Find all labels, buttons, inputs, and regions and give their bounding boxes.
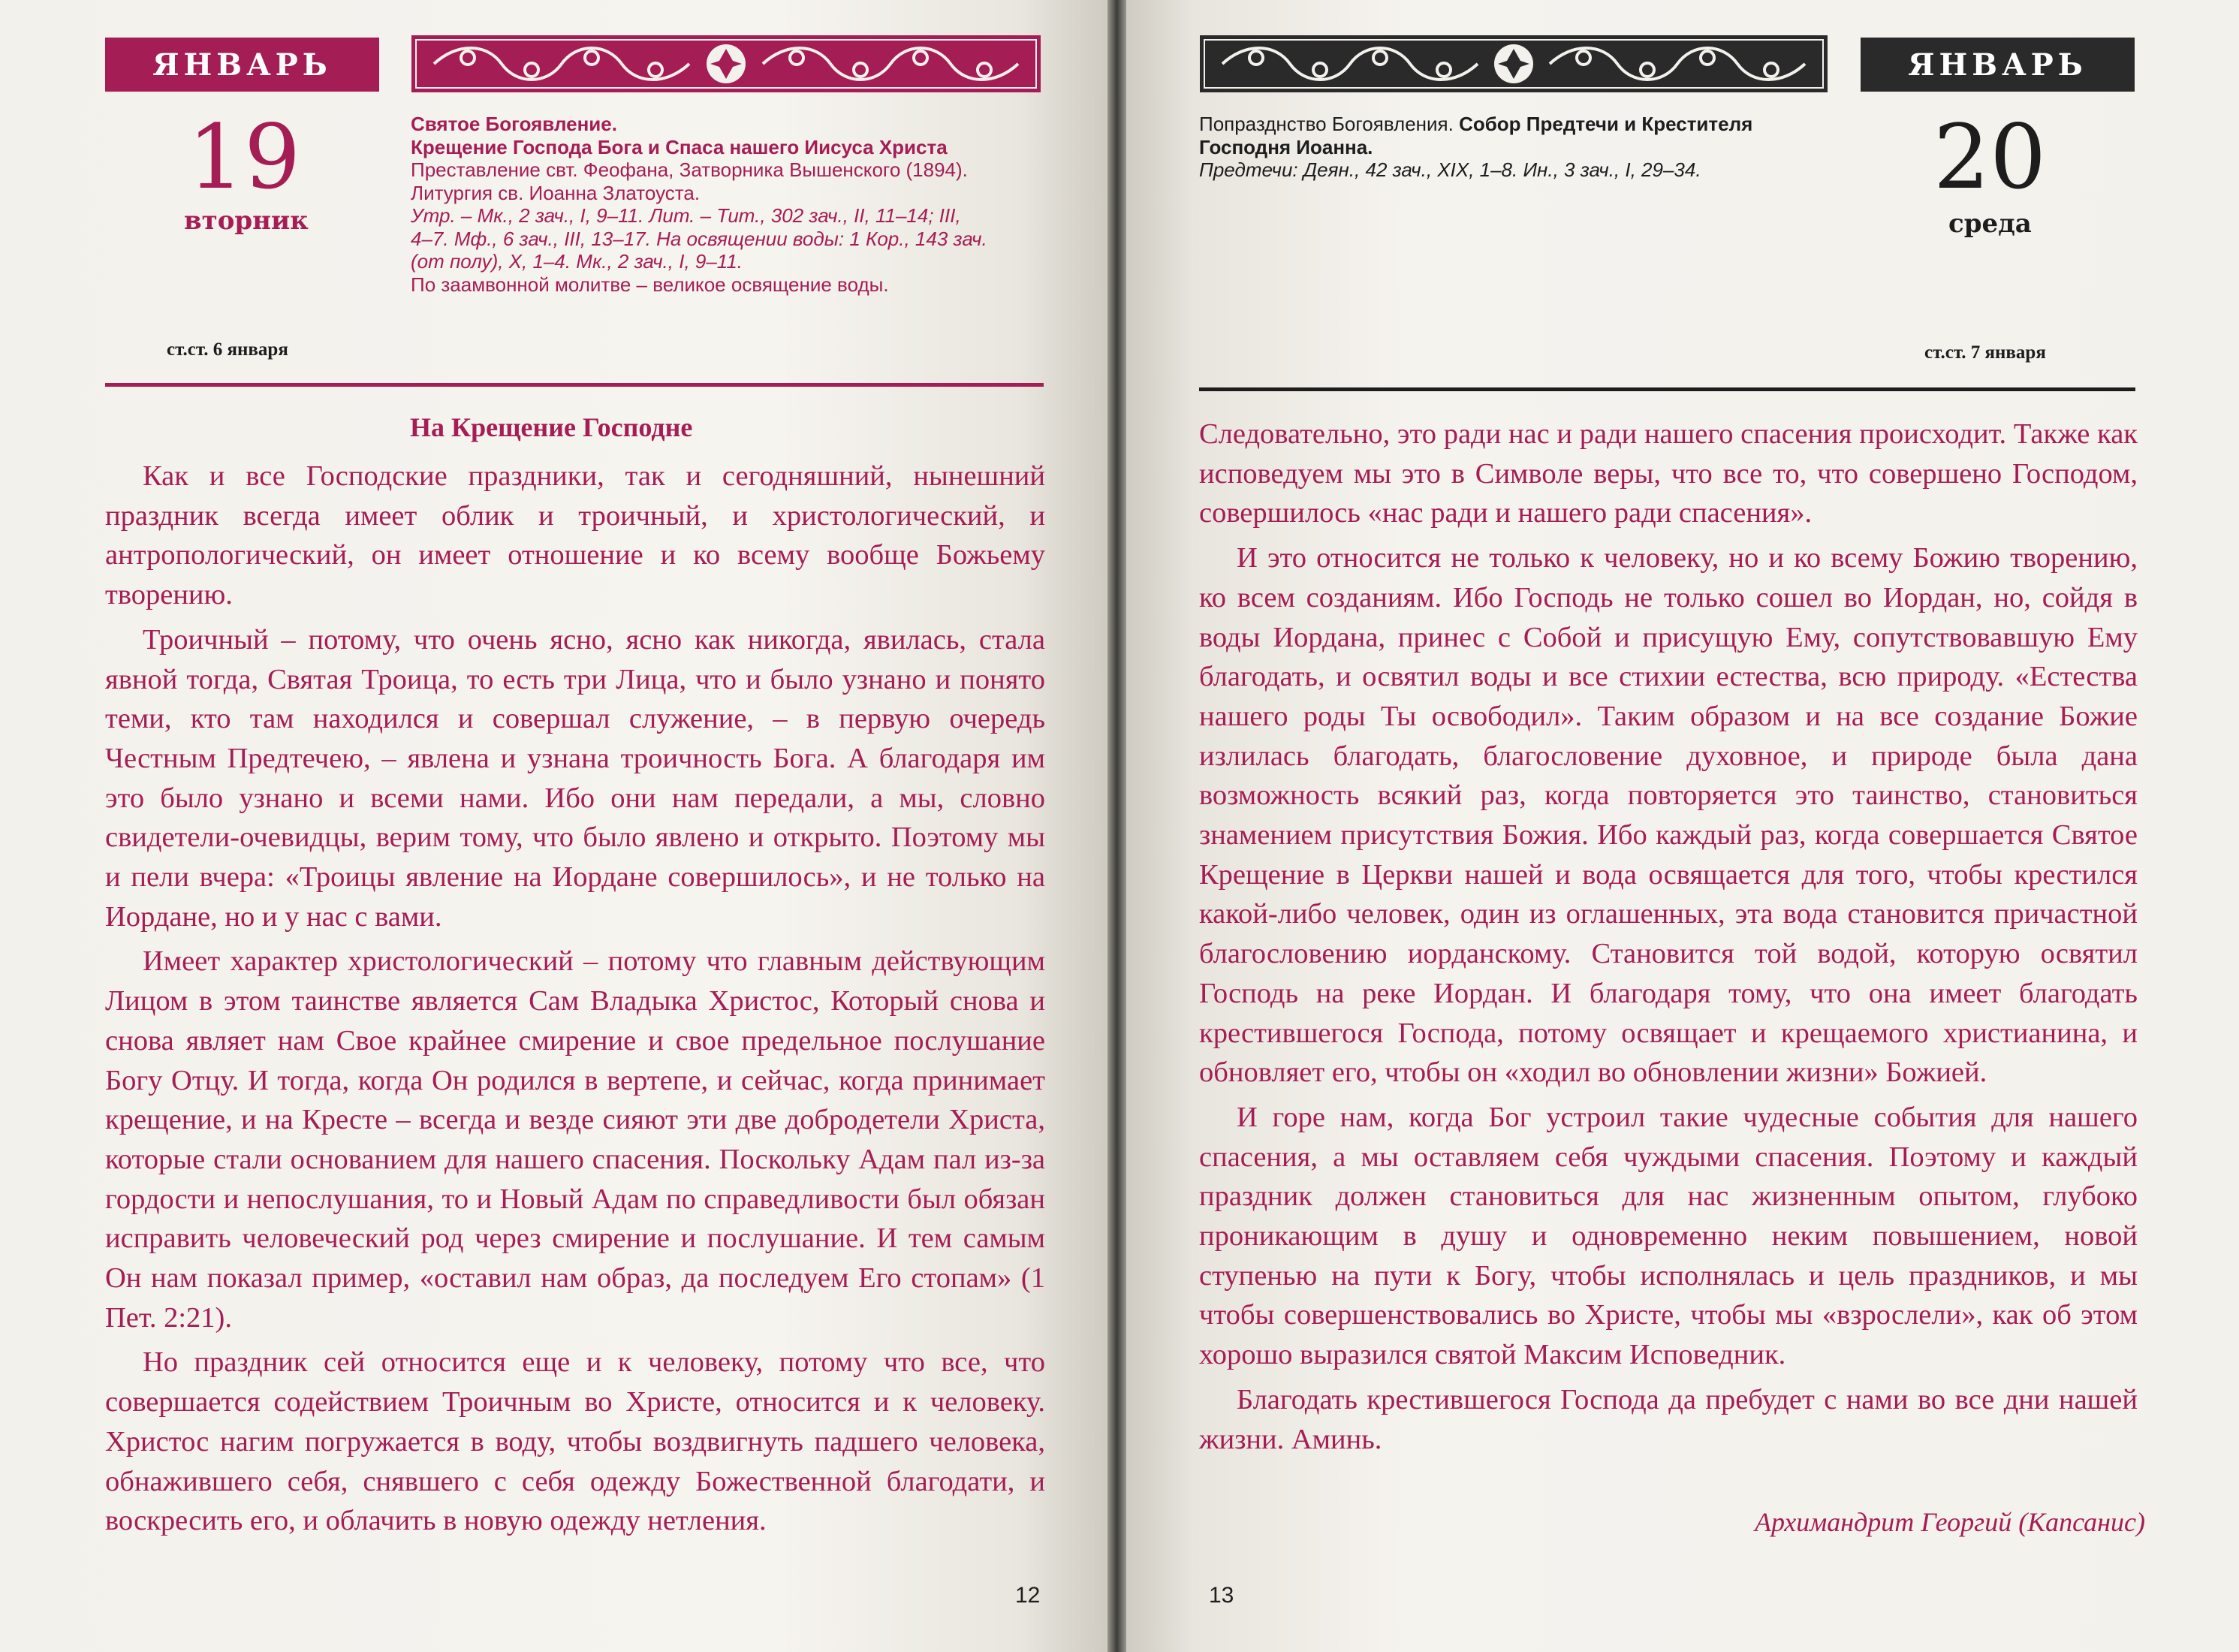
month-label: ЯНВАРЬ [1861, 38, 2135, 92]
feast-title: Святое Богоявление. [411, 113, 617, 135]
paragraph: Но праздник сей относится еще и к человеку, потому что все, что совершается содействием Троичным во Христе, относится и к человеку. Христос нагим погружается в воду, чтобы воздвигнуть падшего человека, обнажившего себя, снявшего с себя одежду Божественной благодати, и воскресить его, и облачить в новую одежду нетления. [105, 1346, 1045, 1537]
paragraph: Троичный – потому, что очень ясно, ясно как никогда, явилась, стала явной тогда, Святая Троица, то есть три Лица, что и было узнано и понято теми, кто там находился и совершал служение, – в первую очередь Честным Предтечею, – явлена и узнана троичность Бога. А благодаря им это было узнано и всеми нами. Ибо они нам передали, а мы, словно свидетели-очевидцы, верим тому, что было явлено и открыто. Поэтому мы и пели вчера: «Троицы явление на Иордане совершилось», и не только на Иордане, но и у нас с вами. [105, 623, 1045, 933]
feast-header [1199, 113, 1860, 182]
paragraph: Как и все Господские праздники, так и сегодняшний, нынешний праздник всегда имеет облик и троичный, и христологический, и антропологический, он имеет отношение и ко всему вообще Божьему творению. [105, 460, 1045, 611]
blessing-note: По заамвонной молитве – великое освящение воды. [411, 273, 889, 296]
readings-line: 4–7. Мф., 6 зач., III, 13–17. На освящении воды: 1 Кор., 143 зач. [411, 227, 987, 250]
left-page [0, 0, 1107, 1652]
floral-ornament-icon [411, 35, 1041, 92]
readings-line: Утр. – Мк., 2 зач., I, 9–11. Лит. – Тит., 302 зач., II, 11–14; III, [411, 204, 961, 227]
weekday: среда [1948, 209, 2032, 239]
commemoration: Преставление свт. Феофана, Затворника Вышенского (1894). [411, 158, 968, 181]
feast-subtitle: Крещение Господа Бога и Спаса нашего Иисуса Христа [411, 135, 948, 158]
paragraph: И горе нам, когда Бог устроил такие чудесные события для нашего спасения, а мы оставляем себя чуждыми спасения. Поэтому и каждый праздник должен становиться для нас жизненным опытом, глубоко проникающим в душу и одновременно неким повышением, новой ступенью на пути к Богу, чтобы исполнялась и цель праздников, и мы чтобы совершенствовались во Христе, чтобы мы «взрослели», как об этом хорошо выразился святой Максим Исповедник. [1199, 1101, 2138, 1371]
author-signature: Архимандрит Георгий (Капсанис) [1754, 1507, 2145, 1537]
month-label: ЯНВАРЬ [105, 38, 379, 92]
old-style-date: ст.ст. 6 января [167, 339, 288, 360]
divider [105, 383, 1044, 387]
day-number: 19 [188, 105, 301, 209]
feast-title [1199, 113, 1860, 136]
article-body [105, 457, 1045, 1546]
old-style-date: ст.ст. 7 января [1924, 342, 2046, 363]
synaxis-label: Собор Предтечи и Крестителя [1459, 113, 1753, 135]
liturgy-note: Литургия св. Иоанна Златоуста. [411, 181, 701, 204]
feast-header [411, 113, 1049, 296]
book-gutter [1107, 0, 1126, 1652]
paragraph: И это относится не только к человеку, но и ко всему Божию творению, ко всем созданиям. Ибо Господь не только сошел во Иордан, но, сойдя в воды Иордана, принес с Собой и присущую Ему, сопутствовавшую Ему благодать, и освятил воды и все стихии естества, всю природу. «Естества нашего роды Ты освободил». Таким образом и на все создание Божие излилась благодать, благословение духовное, и природе была дана возможность всякий раз, когда повторяется это таинство, становиться знамением присутствия Божия. Ибо каждый раз, когда совершается Святое Крещение в Церкви нашей и вода освящается для того, чтобы крестился какой-либо человек, один из оглашенных, эта вода становится причастной благословению иорданскому. Становится той водой, которую освятил Господь на реке Иордан. И благодаря тому, что она имеет благодать крестившегося Господа, потому освящает и крещаемого христианина, и обновляет его, чтобы он «ходил во обновлении жизни» Божией. [1199, 542, 2138, 1089]
paragraph: Имеет характер христологический – потому что главным действующим Лицом в этом таинстве является Сам Владыка Христос, Который снова и снова являет нам Свое крайнее смирение и свое предельное послушание Богу Отцу. И тогда, когда Он родился в вертепе, и сейчас, когда принимает крещение, и на Кресте – всегда и везде сияют эти две добродетели Христа, которые стали основанием для нашего спасения. Поскольку Адам пал из-за гордости и непослушания, то и Новый Адам по справедливости был обязан исправить человеческий род через смирение и послушание. И тем самым Он нам показал пример, «оставил нам образ, да последуем Его стопам» (1 Пет. 2:21). [105, 945, 1045, 1334]
readings-line: Предтечи: Деян., 42 зач., XIX, 1–8. Ин., 3 зач., I, 29–34. [1199, 158, 1701, 181]
afterfeast-label: Попразднство Богоявления. [1199, 113, 1460, 135]
divider [1199, 387, 2135, 391]
right-page [1126, 0, 2239, 1652]
paragraph: Следовательно, это ради нас и ради нашего спасения происходит. Также как исповедуем мы это в Символе веры, что все то, что совершено Господом, совершилось «нас ради и нашего ради спасения». [1199, 418, 2138, 529]
synaxis-label-cont: Господня Иоанна. [1199, 135, 1373, 158]
page-number: 13 [1209, 1583, 1234, 1608]
readings-line: (от полу), X, 1–4. Мк., 2 зач., I, 9–11. [411, 250, 743, 273]
article-title: На Крещение Господне [410, 412, 693, 442]
page-number: 12 [1015, 1583, 1041, 1608]
weekday: вторник [184, 206, 309, 236]
article-body [1199, 415, 2138, 1464]
floral-ornament-icon [1200, 35, 1828, 92]
paragraph: Благодать крестившегося Господа да пребудет с нами во все дни нашей жизни. Аминь. [1199, 1383, 2138, 1455]
day-number: 20 [1933, 105, 2047, 209]
